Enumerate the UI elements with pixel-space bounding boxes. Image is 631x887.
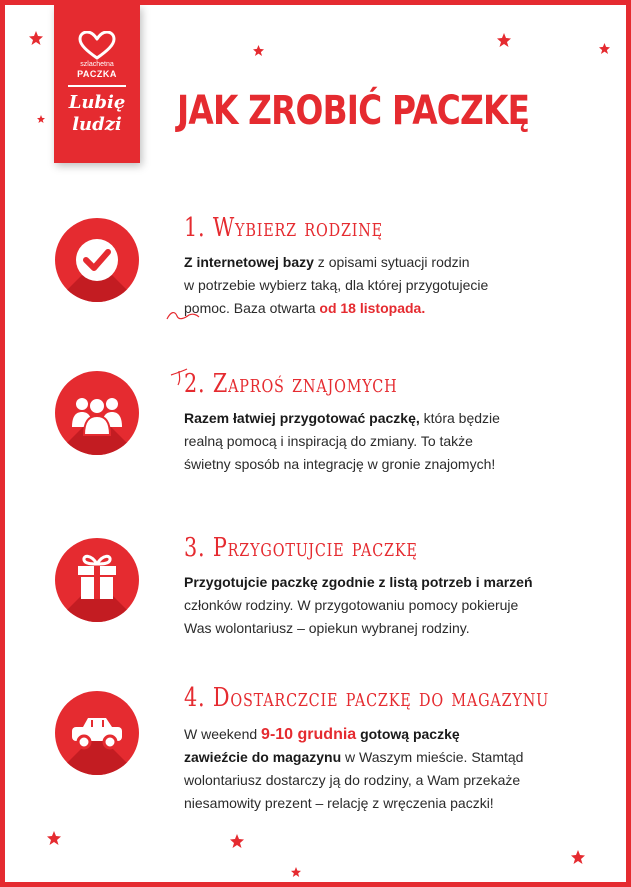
- step-1-icon-badge: [55, 218, 139, 302]
- step-1-text-bold: Z internetowej bazy: [184, 254, 314, 270]
- step-2-description: Razem łatwiej przygotować paczkę, która będzie realną pomocą i inspiracją do zmiany. To także świetny sposób na integrację w gronie znajomych!: [184, 410, 500, 472]
- heart-icon: [77, 31, 117, 61]
- step-3-icon-badge: [55, 538, 139, 622]
- step-2-icon-badge: [55, 371, 139, 455]
- logo-divider: [68, 85, 126, 87]
- step-2-text-bold: Razem łatwiej przygotować paczkę,: [184, 410, 420, 426]
- swirl-decoration: [169, 365, 191, 387]
- star-icon: [291, 867, 301, 877]
- step-4-date-highlight: 9-10 grudnia: [261, 726, 357, 743]
- step-3-description: Przygotujcie paczkę zgodnie z listą potrzeb i marzeń członków rodziny. W przygotowaniu pomocy pokieruje Was wolontariusz – opiekun wybranej rodziny.: [184, 574, 533, 636]
- star-icon: [571, 850, 585, 864]
- swirl-decoration: [165, 307, 201, 323]
- people-group-icon: [55, 371, 139, 455]
- car-icon: [55, 691, 139, 775]
- step-1-title: 1. Wybierz rodzinę: [184, 213, 383, 243]
- star-icon: [230, 834, 244, 848]
- step-2-title: 2. Zaproś znajomych: [184, 369, 398, 399]
- star-icon: [47, 831, 61, 845]
- step-3-title: 3. Przygotujcie paczkę: [184, 533, 418, 563]
- star-icon: [37, 115, 45, 123]
- step-1-date-highlight: od 18 listopada.: [319, 300, 426, 316]
- szlachetna-paczka-logo: [54, 5, 140, 163]
- logo-slogan-ludzi: ludzi: [72, 114, 122, 135]
- step-3-text-bold: Przygotujcie paczkę zgodnie z listą potrzeb i marzeń: [184, 574, 533, 590]
- step-4-icon-badge: [55, 691, 139, 775]
- logo-text-szlachetna: szlachetna: [80, 61, 114, 68]
- logo-slogan-lubie: Lubię: [68, 92, 126, 113]
- star-icon: [29, 31, 43, 45]
- gift-icon: [55, 538, 139, 622]
- star-icon: [599, 43, 610, 54]
- logo-text-paczka: PACZKA: [77, 69, 117, 79]
- step-4-title: 4. Dostarczcie paczkę do magazynu: [184, 683, 550, 713]
- star-icon: [253, 45, 264, 56]
- step-4-description: W weekend 9-10 grudnia gotową paczkę zawieźcie do magazynu w Waszym mieście. Stamtąd wolontariusz dostarczy ją do rodziny, a Wam przekaże niesamowity prezent – relację z wręczenia paczki!: [184, 726, 524, 811]
- star-icon: [497, 33, 511, 47]
- page-title: JAK ZROBIĆ PACZKĘ: [177, 88, 530, 134]
- step-1-description: Z internetowej bazy z opisami sytuacji rodzin w potrzebie wybierz taką, dla której przygotujecie pomoc. Baza otwarta od 18 listopada.: [184, 254, 489, 316]
- checkmark-icon: [55, 218, 139, 302]
